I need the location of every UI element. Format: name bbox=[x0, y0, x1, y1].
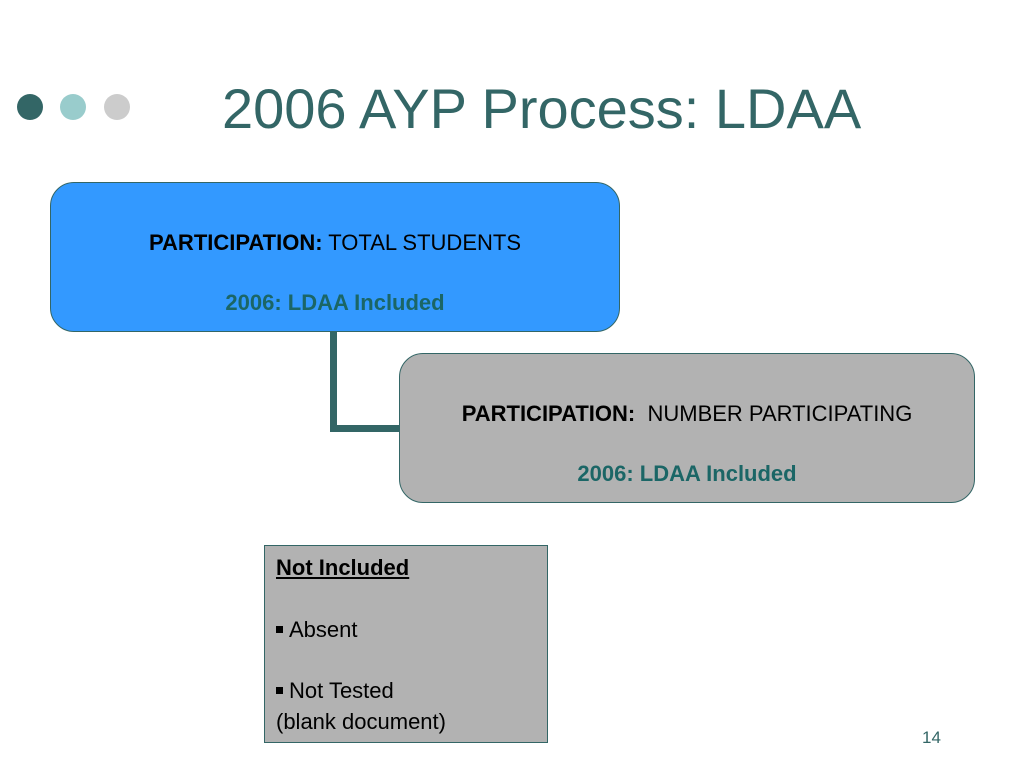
number-participating-box bbox=[399, 353, 975, 503]
not-tested-label: Not Tested bbox=[289, 678, 394, 703]
decorative-dot-gray bbox=[104, 94, 130, 120]
number-participation-label: PARTICIPATION: bbox=[461, 401, 636, 426]
number-participating-text: NUMBER PARTICIPATING bbox=[647, 401, 913, 426]
slide-title: 2006 AYP Process: LDAA bbox=[222, 77, 862, 140]
absent-label: Absent bbox=[289, 617, 358, 642]
not-included-heading: Not Included bbox=[276, 555, 410, 580]
number-participating-label bbox=[400, 400, 974, 428]
decorative-dot-light bbox=[60, 94, 86, 120]
total-participation-label: PARTICIPATION: bbox=[149, 230, 323, 255]
not-included-box bbox=[264, 545, 548, 743]
connector-horizontal bbox=[330, 425, 402, 432]
total-students-label bbox=[51, 229, 619, 257]
number-participating-status: 2006: LDAA Included bbox=[577, 461, 797, 486]
page-number: 14 bbox=[922, 728, 941, 747]
square-bullet-icon bbox=[276, 687, 283, 694]
decorative-dot-dark bbox=[17, 94, 43, 120]
not-included-item-not-tested bbox=[276, 677, 394, 705]
total-students-status: 2006: LDAA Included bbox=[225, 290, 445, 315]
connector-vertical bbox=[330, 330, 337, 432]
not-tested-note: (blank document) bbox=[276, 709, 446, 734]
square-bullet-icon bbox=[276, 626, 283, 633]
not-included-item-absent bbox=[276, 616, 358, 644]
total-students-box bbox=[50, 182, 620, 332]
total-students-text: TOTAL STUDENTS bbox=[328, 230, 521, 255]
